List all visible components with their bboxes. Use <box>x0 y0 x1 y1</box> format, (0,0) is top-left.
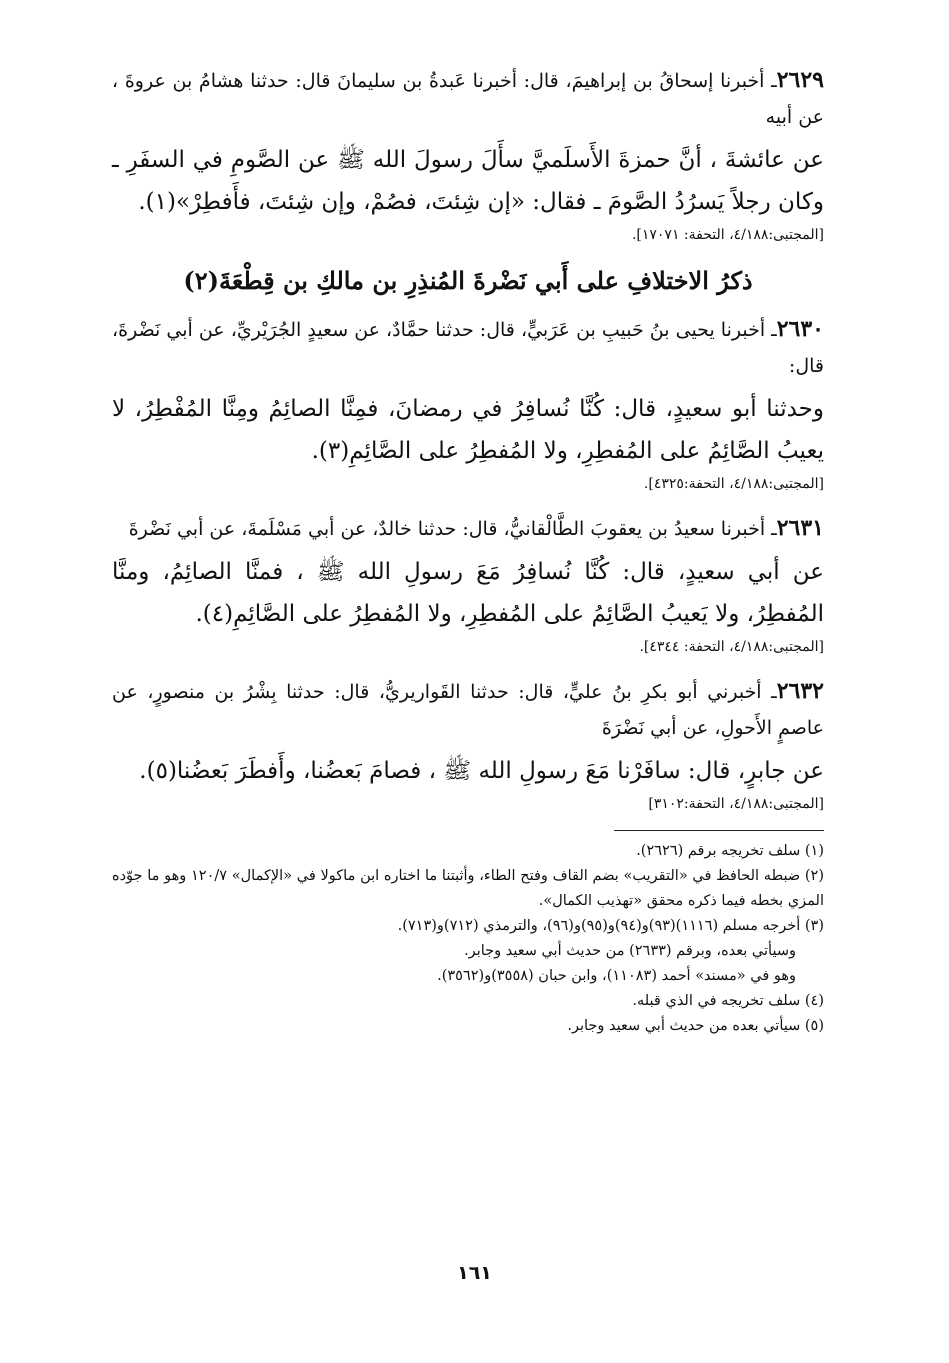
isnad-text: ـ أخبرنا إسحاقُ بن إبراهيمَ، قال: أخبرنا عَبدةُ بن سليمانَ قال: حدثنا هشامُ بن عروةَ ، عن أبيه <box>112 70 824 128</box>
hadith-number: ٢٦٣٠ <box>776 316 824 342</box>
footnote-3-continued: وسيأتي بعده، وبرقم (٢٦٣٣) من حديث أبي سعيد وجابر. <box>464 943 796 959</box>
footnote-1: (١) سلف تخريجه برقم (٢٦٢٦). <box>636 843 824 859</box>
hadith-number: ٢٦٣٢ <box>776 678 824 704</box>
footnote-3-continued-2: وهو في «مسند» أحمد (١١٠٨٣)، وابن حبان (٣٥٥٨)و(٣٥٦٢). <box>437 968 796 984</box>
isnad-text: ـ أخبرنا يحيى بنُ حَبيبِ بن عَرَبيٍّ، قال: حدثنا حمَّادٌ، عن سعيدٍ الجُرَيْريِّ، عن أبي نَضْرةَ، قال: <box>112 319 824 377</box>
hadith-matn: عن عائشةَ ، أنَّ حمزةَ الأَسلَميَّ سأَلَ رسولَ الله ﷺ عن الصَّومِ في السفَرِ ـ وكان رجلاً يَسرُدُ الصَّومَ ـ فقال: «إن شِئتَ، فصُمْ، وإن شِئتَ، فأَفطِرْ»(١). <box>112 147 824 215</box>
isnad-text: ـ أخبرني أبو بكرِ بنُ عليٍّ، قال: حدثنا القَواريريُّ، قال: حدثنا بِشْرُ بن منصورٍ، عن عاصمٍ الأَحولِ، عن أبي نَضْرَةَ <box>112 681 824 739</box>
footnote-divider <box>614 830 824 831</box>
hadith-isnad <box>112 311 824 384</box>
hadith-isnad <box>112 673 824 746</box>
hadith-matn: عن أبي سعيدٍ، قال: كُنَّا نُسافِرُ مَعَ رسولِ الله ﷺ ، فمنَّا الصائِمُ، ومنَّا المُفطِرُ، ولا يَعيبُ الصَّائِمُ على المُفطِرِ، ولا المُفطِرُ على الصَّائِمِ(٤). <box>112 559 824 627</box>
hadith-reference: [المجتبى:٤/١٨٨، التحفة:٣١٠٢] <box>648 796 824 812</box>
footnote-4: (٤) سلف تخريجه في الذي قبله. <box>632 993 824 1009</box>
hadith-2630 <box>112 311 824 496</box>
footnote-2: (٢) ضبطه الحافظ في «التقريب» بضم القاف وفتح الطاء، وأثبتنا ما اختاره ابن ماكولا في «الإكمال» ١٢٠/٧ وهو ما جوّده المزي بخطه فيما ذكره محقق «تهذيب الكمال». <box>112 868 824 909</box>
hadith-matn: وحدثنا أبو سعيدٍ، قال: كُنَّا نُسافِرُ في رمضانَ، فمِنَّا الصائِمُ ومِنَّا المُفْطِرُ، لا يعيبُ الصَّائِمُ على المُفطِرِ، ولا المُفطِرُ على الصَّائِمِ(٣). <box>112 396 824 464</box>
hadith-reference: [المجتبى:٤/١٨٨، التحفة:٤٣٢٥]. <box>643 476 824 492</box>
hadith-reference: [المجتبى:٤/١٨٨، التحفة: ١٧٠٧١]. <box>631 227 824 243</box>
footnote-5: (٥) سيأتي بعده من حديث أبي سعيد وجابر. <box>567 1018 824 1034</box>
section-heading: ذكرُ الاختلافِ على أَبي نَضْرةَ المُنذِرِ بن مالكِ بن قِطْعَةَ(٢) <box>183 266 753 295</box>
hadith-reference: [المجتبى:٤/١٨٨، التحفة: ٤٣٤٤]. <box>639 639 824 655</box>
hadith-2631 <box>112 510 824 659</box>
footnote-3: (٣) أخرجه مسلم (١١١٦)(٩٣)و(٩٤)و(٩٥)و(٩٦)، والترمذي (٧١٢)و(٧١٣). <box>397 918 824 934</box>
hadith-isnad <box>112 62 824 135</box>
hadith-number: ٢٦٣١ <box>776 515 824 541</box>
footnotes <box>112 839 824 1039</box>
page-body <box>112 62 824 1039</box>
hadith-2629 <box>112 62 824 247</box>
hadith-number: ٢٦٢٩ <box>776 67 824 93</box>
hadith-isnad <box>112 510 824 547</box>
isnad-text: ـ أخبرنا سعيدُ بن يعقوبَ الطَّالْقانيُّ، قال: حدثنا خالدٌ، عن أبي مَسْلَمةَ، عن أبي نَضْرةَ <box>128 518 777 540</box>
hadith-matn: عن جابرٍ، قال: سافَرْنا مَعَ رسولِ الله ﷺ ، فصامَ بَعضُنا، وأَفطَرَ بَعضُنا(٥). <box>139 758 824 784</box>
page-number: ١٦١ <box>457 1262 492 1284</box>
hadith-2632 <box>112 673 824 816</box>
